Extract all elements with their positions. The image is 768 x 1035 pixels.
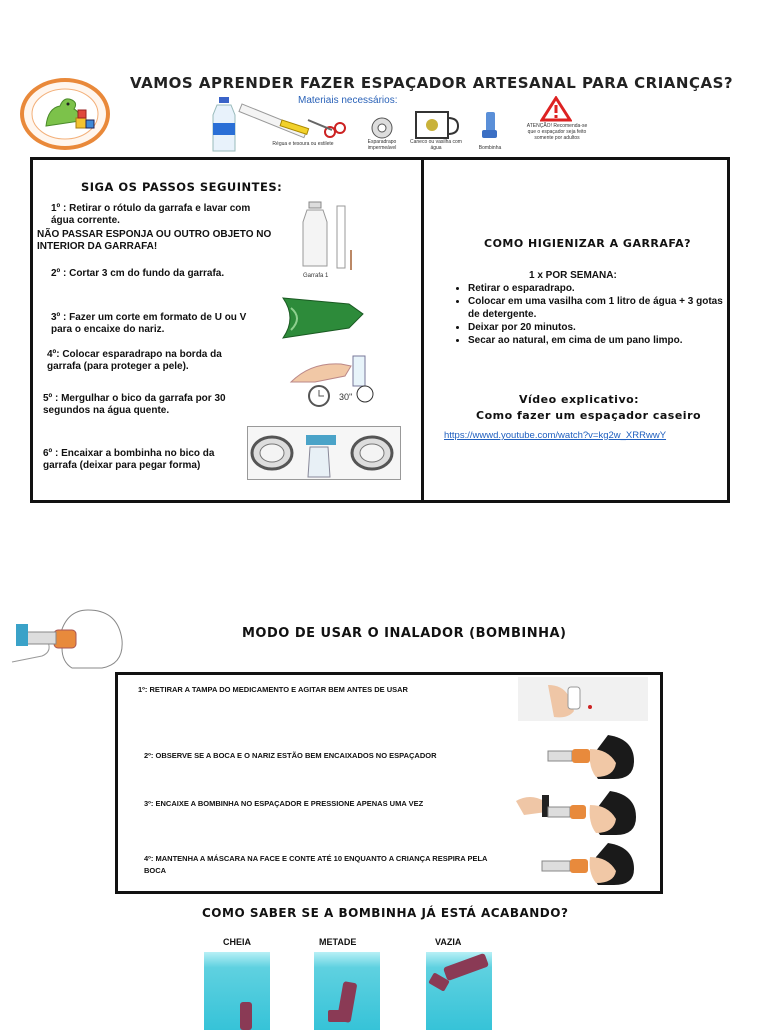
steps-title: SIGA OS PASSOS SEGUINTES: <box>81 180 283 194</box>
final-step-image <box>247 426 401 480</box>
usage-step-2: 2º: OBSERVE SE A BOCA E O NARIZ ESTÃO BEM ENCAIXADOS NO ESPAÇADOR <box>144 751 437 760</box>
video-label: Vídeo explicativo: <box>519 393 640 406</box>
usage-title: MODO DE USAR O INALADOR (BOMBINHA) <box>242 626 567 641</box>
press-inhaler-icon <box>514 785 640 837</box>
warning-text: ATENÇÃO! Recomenda-se que o espaçador seja feito somente por adultos <box>526 123 588 141</box>
logo <box>20 78 110 150</box>
list-item: • Secar ao natural, em cima de um pano limpo. <box>468 334 727 347</box>
hygiene-panel <box>421 157 730 503</box>
materials-label-ruler: Régua e tesoura ou estilete <box>272 141 334 147</box>
bottle-illustration-icon <box>301 200 361 278</box>
materials-title: Materiais necessários: <box>298 95 398 106</box>
gauge-empty-image <box>426 952 492 1030</box>
gauge-label-empty: VAZIA <box>435 937 462 947</box>
step-5: 5º : Mergulhar o bico da garrafa por 30 segundos na água quente. <box>43 393 226 416</box>
gauge-label-half: METADE <box>319 937 357 947</box>
gauge-full-image <box>204 952 270 1030</box>
step-6: 6º : Encaixar a bombinha no bico da garrafa (deixar para pegar forma) <box>43 448 215 471</box>
video-title: Como fazer um espaçador caseiro <box>476 409 702 422</box>
steps-panel <box>30 157 425 503</box>
hygiene-list <box>452 282 727 347</box>
step-2: 2º : Cortar 3 cm do fundo da garrafa. <box>51 268 225 279</box>
page-title: VAMOS APRENDER FAZER ESPAÇADOR ARTESANAL PARA CRIANÇAS? <box>130 74 734 92</box>
step-warning: NÃO PASSAR ESPONJA OU OUTRO OBJETO NO INTERIOR DA GARRAFA! <box>37 229 272 252</box>
materials-label-mug: Caneco ou vasilha com água <box>410 139 462 151</box>
inhaler-floating-icon <box>426 952 492 1030</box>
timer-label: 30'' <box>339 392 353 402</box>
inhaler-icon <box>478 110 502 142</box>
tape-roll-icon <box>368 116 396 140</box>
step-4: 4º: Colocar esparadrapo na borda da garrafa (para proteger a pele). <box>47 349 222 372</box>
video-link[interactable]: https://wwwd.youtube.com/watch?v=kg2w_XRRwwY <box>444 430 667 441</box>
gauge-label-full: CHEIA <box>223 937 252 947</box>
bottle-label: Garrafa 1 <box>303 273 329 279</box>
mug-icon <box>412 110 462 140</box>
inhaler-sinking-icon <box>204 952 270 1030</box>
dinosaur-logo-icon <box>24 82 106 146</box>
hygiene-frequency: 1 x POR SEMANA: <box>529 270 617 281</box>
step-1: 1º : Retirar o rótulo da garrafa e lavar com água corrente. <box>51 203 251 226</box>
shake-inhaler-icon <box>518 677 648 721</box>
usage-step-4: 4º: MANTENHA A MÁSCARA NA FACE E CONTE ATÉ 10 ENQUANTO A CRIANÇA RESPIRA PELA BOCA <box>144 854 488 875</box>
gauge-half-image <box>314 952 380 1030</box>
spacer-assembly-icon <box>248 427 400 479</box>
usage-step-1: 1º: RETIRAR A TAMPA DO MEDICAMENTO E AGITAR BEM ANTES DE USAR <box>138 685 408 694</box>
child-spacer-icon <box>538 731 638 781</box>
hand-bottle-icon <box>289 350 379 408</box>
usage-step-3: 3º: ENCAIXE A BOMBINHA NO ESPAÇADOR E PRESSIONE APENAS UMA VEZ <box>144 799 424 808</box>
gauge-title: COMO SABER SE A BOMBINHA JÁ ESTÁ ACABANDO? <box>202 906 569 920</box>
materials-label-inhaler: Bombinha <box>478 145 502 151</box>
cut-bottle-icon <box>279 292 369 344</box>
list-item: • Colocar em uma vasilha com 1 litro de água + 3 gotas de detergente. <box>468 295 727 321</box>
usage-steps-box <box>115 672 663 894</box>
list-item: • Retirar o esparadrapo. <box>468 282 727 295</box>
inhaler-tilted-icon <box>314 952 380 1030</box>
child-inhaler-illustration-icon <box>8 602 132 670</box>
warning-icon <box>540 96 572 122</box>
ruler-scissors-icon <box>238 98 348 143</box>
materials-label-tape: Esparadrapo impermeável <box>367 139 397 151</box>
list-item: • Deixar por 20 minutos. <box>468 321 727 334</box>
count-breath-icon <box>528 841 640 887</box>
step-3: 3º : Fazer um corte em formato de U ou V para o encaixe do nariz. <box>51 312 247 335</box>
hygiene-title: COMO HIGIENIZAR A GARRAFA? <box>484 237 692 250</box>
